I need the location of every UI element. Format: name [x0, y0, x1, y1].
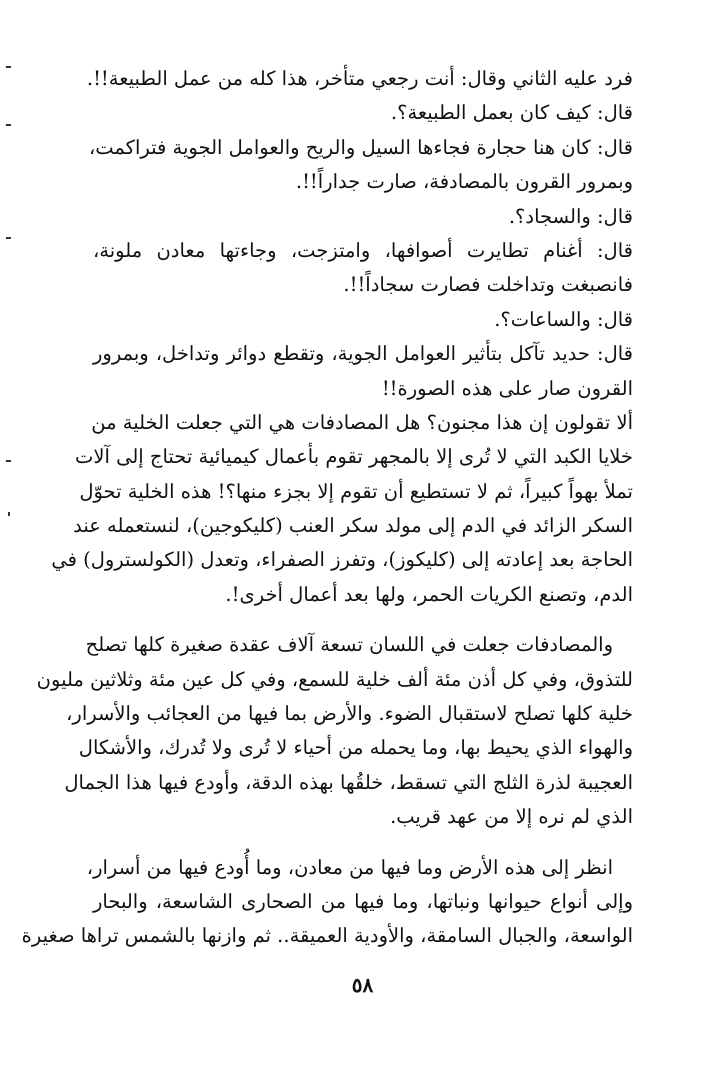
- text-line: العجيبة لذرة الثلج التي تسقط، خلقُها بهذه الدقة، وأودع فيها هذا الجمال: [64, 770, 633, 794]
- body-text: [21, 62, 633, 954]
- text-line: انظر إلى هذه الأرض وما فيها من معادن، وما أُودع فيها من أسرار،: [86, 855, 613, 879]
- text-line: وبمرور القرون بالمصادفة، صارت جداراً!!.: [295, 170, 633, 194]
- text-line: الذي لم نره إلا من عهد قريب.: [390, 805, 633, 829]
- scan-edge-mark: [6, 124, 11, 126]
- text-line: قال: أغنام تطايرت أصوافها، وامتزجت، وجاءتها معادن ملونة،: [93, 238, 633, 262]
- text-line: خلايا الكبد التي لا تُرى إلا بالمجهر تقوم بأعمال كيميائية تحتاج إلى آلات: [74, 445, 633, 469]
- scan-edge-mark: [8, 512, 10, 516]
- text-line: قال: كيف كان بعمل الطبيعة؟.: [390, 101, 633, 125]
- scan-edge-mark: [6, 460, 11, 462]
- scan-edge-mark: [6, 237, 11, 239]
- text-line: تملأ بهواً كبيراً، ثم لا تستطيع أن تقوم إلا بجزء منها؟! هذه الخلية تحوّل: [79, 479, 633, 503]
- text-line: وإلى أنواع حيوانها ونباتها، وما فيها من الصحارى الشاسعة، والبحار: [93, 889, 633, 913]
- text-line: فانصبغت وتداخلت فصارت سجاداً!!.: [343, 273, 633, 297]
- scan-edge-mark: [6, 66, 11, 68]
- paragraph-gap: [93, 612, 633, 628]
- text-line: الحاجة بعد إعادته إلى (كليكوز)، وتفرز الصفراء، وتعدل (الكولسترول) في: [51, 548, 633, 572]
- text-line: قال: والساعات؟.: [494, 307, 633, 331]
- text-line: الواسعة، والجبال السامقة، والأودية العميقة.. ثم وازنها بالشمس تراها صغيرة: [21, 924, 633, 948]
- text-line: الدم، وتصنع الكريات الحمر، ولها بعد أعمال أخرى!.: [225, 582, 633, 606]
- text-line: قال: كان هنا حجارة فجاءها السيل والريح والعوامل الجوية فتراكمت،: [88, 135, 633, 159]
- text-line: قال: والسجاد؟.: [508, 204, 633, 228]
- text-line: القرون صار على هذه الصورة!!: [381, 376, 633, 400]
- paragraph-gap: [93, 835, 633, 851]
- text-line: خلية كلها تصلح لاستقبال الضوء. والأرض بما فيها من العجائب والأسرار،: [66, 702, 633, 726]
- text-line: قال: حديد تآكل بتأثير العوامل الجوية، وتقطع دوائر وتداخل، وبمرور: [93, 342, 633, 366]
- text-line: فرد عليه الثاني وقال: أنت رجعي متأخر، هذا كله من عمل الطبيعة!!.: [86, 67, 633, 90]
- text-line: والهواء الذي يحيط بها، وما يحمله من أحياء لا تُرى ولا تُدرك، والأشكال: [78, 736, 633, 760]
- text-line: للتذوق، وفي كل أذن مئة ألف خلية للسمع، وفي كل عين مئة وثلاثين مليون: [36, 667, 633, 691]
- page-number: ٥٨: [351, 973, 374, 997]
- text-line: ألا تقولون إن هذا مجنون؟ هل المصادفات هي التي جعلت الخلية من: [91, 410, 633, 434]
- text-line: والمصادفات جعلت في اللسان تسعة آلاف عقدة صغيرة كلها تصلح: [85, 633, 613, 657]
- text-line: السكر الزائد في الدم إلى مولد سكر العنب (كليكوجين)، لنستعمله عند: [73, 514, 633, 538]
